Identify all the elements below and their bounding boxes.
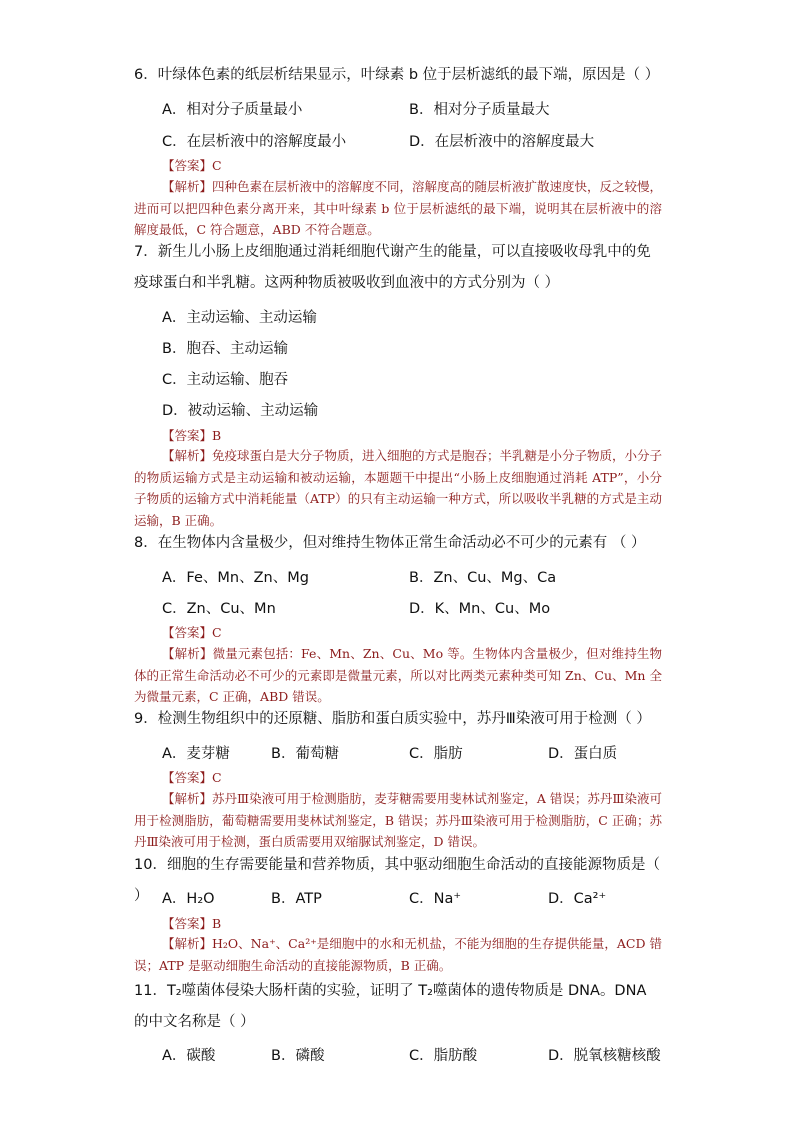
question-8-option-c: C．Zn、Cu、Mn bbox=[162, 601, 276, 617]
question-7-answer: 【答案】B bbox=[162, 428, 222, 443]
question-11-option-a: A．碳酸 bbox=[162, 1048, 216, 1064]
question-6-option-c: C．在层析液中的溶解度最小 bbox=[162, 134, 347, 150]
question-10-option-c: C．Na⁺ bbox=[409, 891, 462, 907]
question-10-answer: 【答案】B bbox=[162, 916, 222, 931]
question-11-option-d: D．脱氧核糖核酸 bbox=[548, 1048, 661, 1064]
question-8-option-b: B．Zn、Cu、Mg、Ca bbox=[409, 570, 557, 586]
question-9-option-c: C．脂肪 bbox=[409, 746, 463, 762]
question-11-stem: 11．T₂噬菌体侵染大肠杆菌的实验，证明了 T₂噬菌体的遗传物质是 DNA。DNA 的中文名称是（ ） bbox=[134, 983, 647, 1030]
question-10-option-b: B．ATP bbox=[271, 891, 322, 907]
question-9-answer: 【答案】C bbox=[162, 770, 222, 785]
question-9-stem: 9．检测生物组织中的还原糖、脂肪和蛋白质实验中，苏丹Ⅲ染液可用于检测（ ） bbox=[134, 711, 651, 727]
question-11-option-c: C．脂肪酸 bbox=[409, 1048, 478, 1064]
question-6-option-d: D．在层析液中的溶解度最大 bbox=[409, 134, 595, 150]
question-7-option-d: D．被动运输、主动运输 bbox=[162, 403, 319, 419]
question-8-option-d: D．K、Mn、Cu、Mo bbox=[409, 601, 551, 617]
question-6-stem: 6．叶绿体色素的纸层析结果显示，叶绿素 b 位于层析滤纸的最下端，原因是（ ） bbox=[134, 67, 660, 83]
question-6-option-b: B．相对分子质量最大 bbox=[409, 102, 550, 118]
question-7-option-b: B．胞吞、主动运输 bbox=[162, 341, 288, 357]
question-6-explanation: 【解析】四种色素在层析液中的溶解度不同，溶解度高的随层析液扩散速度快，反之较慢，进而可以把四种色素分离开来，其中叶绿素 b 位于层析滤纸的最下端，说明其在层析液中的溶解度最低，C 符合题意，ABD 不符合题意。 bbox=[134, 179, 663, 237]
question-7-option-c: C．主动运输、胞吞 bbox=[162, 372, 289, 388]
question-7-stem: 7．新生儿小肠上皮细胞通过消耗细胞代谢产生的能量，可以直接吸收母乳中的免疫球蛋白和半乳糖。这两种物质被吸收到血液中的方式分别为（ ） bbox=[134, 244, 651, 291]
question-8-explanation: 【解析】微量元素包括：Fe、Mn、Zn、Cu、Mo 等。生物体内含量极少，但对维持生物体的正常生命活动必不可少的元素即是微量元素，所以对比两类元素种类可知 Zn、Cu、Mn 全为微量元素，C 正确，ABD 错误。 bbox=[134, 646, 662, 704]
question-10-option-a: A．H₂O bbox=[162, 891, 215, 907]
question-9-option-b: B．葡萄糖 bbox=[271, 746, 339, 762]
question-11-option-b: B．磷酸 bbox=[271, 1048, 325, 1064]
question-10-option-d: D．Ca²⁺ bbox=[548, 891, 607, 907]
question-9-option-a: A．麦芽糖 bbox=[162, 746, 230, 762]
question-6-option-a: A．相对分子质量最小 bbox=[162, 102, 303, 118]
question-10-stem: 10．细胞的生存需要能量和营养物质，其中驱动细胞生命活动的直接能源物质是（ ） bbox=[134, 857, 660, 904]
question-9-explanation: 【解析】苏丹Ⅲ染液可用于检测脂肪，麦芽糖需要用斐林试剂鉴定，A 错误；苏丹Ⅲ染液可用于检测脂肪，葡萄糖需要用斐林试剂鉴定，B 错误；苏丹Ⅲ染液可用于检测脂肪，C 正确；苏丹Ⅲ染液可用于检测，蛋白质需要用双缩脲试剂鉴定，D 错误。 bbox=[134, 791, 662, 849]
question-6-answer: 【答案】C bbox=[162, 158, 222, 173]
question-9-option-d: D．蛋白质 bbox=[548, 746, 618, 762]
question-8-stem: 8．在生物体内含量极少，但对维持生物体正常生命活动必不可少的元素有 （ ） bbox=[134, 535, 646, 551]
question-7-option-a: A．主动运输、主动运输 bbox=[162, 310, 317, 326]
question-8-answer: 【答案】C bbox=[162, 625, 222, 640]
question-10-explanation: 【解析】H₂O、Na⁺、Ca²⁺是细胞中的水和无机盐，不能为细胞的生存提供能量，ACD 错误；ATP 是驱动细胞生命活动的直接能源物质，B 正确。 bbox=[134, 936, 662, 973]
question-7-explanation: 【解析】免疫球蛋白是大分子物质，进入细胞的方式是胞吞；半乳糖是小分子物质，小分子的物质运输方式是主动运输和被动运输，本题题干中提出“小肠上皮细胞通过消耗 ATP”，小分子物质的运输方式中消耗能量（ATP）的只有主动运输一种方式，所以吸收半乳糖的方式是主动运输，B 正确。 bbox=[134, 448, 663, 528]
question-8-option-a: A．Fe、Mn、Zn、Mg bbox=[162, 570, 309, 586]
